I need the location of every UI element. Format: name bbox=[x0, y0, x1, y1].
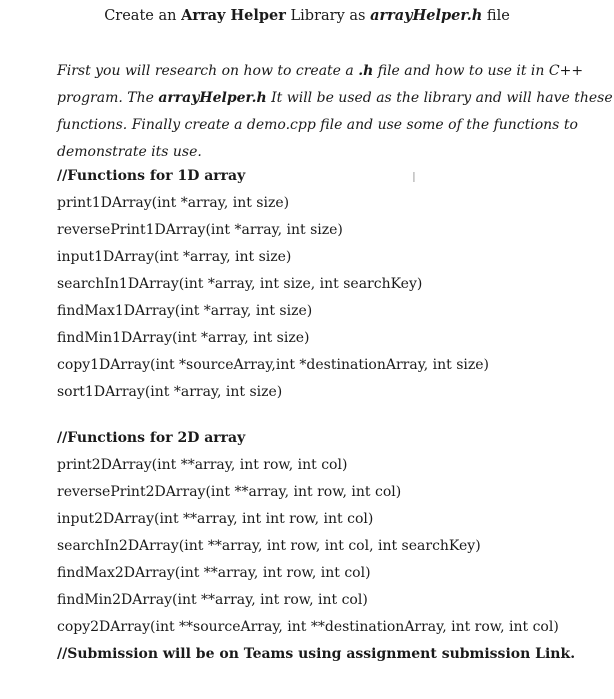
intro-line-3: functions. Finally create a demo.cpp file and use some of the functions to bbox=[57, 117, 578, 133]
function-2d-item: input2DArray(int **array, int int row, int col) bbox=[57, 511, 374, 527]
function-1d-item: copy1DArray(int *sourceArray,int *destinationArray, int size) bbox=[57, 357, 490, 373]
title-text-2: Library as bbox=[285, 8, 371, 24]
document-title bbox=[0, 6, 614, 26]
function-2d-item: findMin2DArray(int **array, int row, int col) bbox=[57, 592, 368, 608]
function-1d-item: sort1DArray(int *array, int size) bbox=[57, 384, 283, 400]
function-2d-item: searchIn2DArray(int **array, int row, int col, int searchKey) bbox=[57, 538, 481, 554]
intro-line-1 bbox=[57, 58, 584, 85]
function-2d-item: print2DArray(int **array, int row, int col) bbox=[57, 457, 348, 473]
submission-note: //Submission will be on Teams using assignment submission Link. bbox=[57, 646, 576, 662]
intro-filename: arrayHelper.h bbox=[158, 90, 267, 106]
intro-line-1-c: file and how to use it in C++ bbox=[373, 63, 584, 79]
intro-h-extension: .h bbox=[358, 63, 374, 79]
function-1d-item: findMax1DArray(int *array, int size) bbox=[57, 303, 313, 319]
function-1d-item: reversePrint1DArray(int *array, int size) bbox=[57, 222, 343, 238]
functions-1d-heading: //Functions for 1D array bbox=[57, 168, 246, 184]
title-filename: arrayHelper.h bbox=[370, 7, 483, 24]
intro-line-2-a: program. The bbox=[57, 90, 159, 106]
title-text-3: file bbox=[482, 8, 510, 24]
function-1d-item: searchIn1DArray(int *array, int size, int searchKey) bbox=[57, 276, 423, 292]
function-2d-item: findMax2DArray(int **array, int row, int col) bbox=[57, 565, 371, 581]
function-1d-item: findMin1DArray(int *array, int size) bbox=[57, 330, 310, 346]
function-2d-item: reversePrint2DArray(int **array, int row, int col) bbox=[57, 484, 402, 500]
intro-line-4: demonstrate its use. bbox=[57, 144, 202, 160]
function-2d-item: copy2DArray(int **sourceArray, int **destinationArray, int row, int col) bbox=[57, 619, 559, 635]
title-bold-array-helper: Array Helper bbox=[181, 7, 286, 24]
function-1d-item: print1DArray(int *array, int size) bbox=[57, 195, 290, 211]
intro-line-1-a: First you will research on how to create a bbox=[57, 63, 359, 79]
intro-line-2-c: It will be used as the library and will have these bbox=[266, 90, 613, 106]
functions-2d-heading: //Functions for 2D array bbox=[57, 430, 246, 446]
title-text-1: Create an bbox=[104, 8, 182, 24]
function-1d-item: input1DArray(int *array, int size) bbox=[57, 249, 292, 265]
text-cursor-icon: I bbox=[412, 171, 416, 186]
functions-2d-section bbox=[57, 425, 577, 668]
intro-paragraph bbox=[57, 58, 613, 166]
functions-1d-section bbox=[57, 163, 577, 406]
intro-line-2 bbox=[57, 85, 613, 112]
